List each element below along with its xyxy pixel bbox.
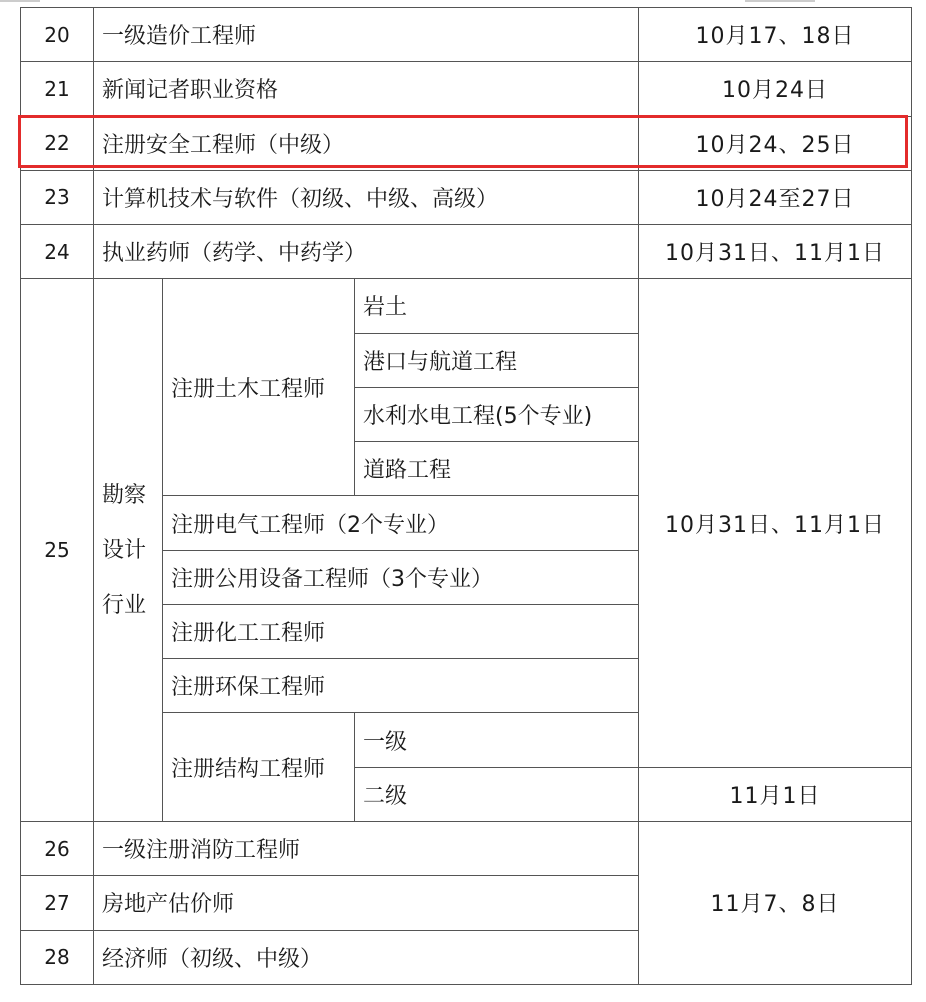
exam-date: 11月7、8日 xyxy=(639,821,912,984)
exam-name: 注册化工工程师 xyxy=(163,604,639,658)
table-row xyxy=(21,62,912,116)
exam-date: 10月31日、11月1日 xyxy=(639,279,912,767)
category-cell: 勘察 设计 行业 xyxy=(94,279,163,822)
exam-name: 注册公用设备工程师（3个专业） xyxy=(163,550,639,604)
civil-subspecialty: 港口与航道工程 xyxy=(355,333,639,387)
structural-level: 二级 xyxy=(355,767,639,821)
civil-subspecialty: 水利水电工程(5个专业) xyxy=(355,387,639,441)
exam-date: 11月1日 xyxy=(639,767,912,821)
exam-date: 10月24、25日 xyxy=(639,116,912,170)
top-edge-mark xyxy=(0,0,40,2)
structural-level: 一级 xyxy=(355,713,639,767)
exam-name: 房地产估价师 xyxy=(94,876,639,930)
exam-schedule-table xyxy=(20,7,912,985)
exam-name: 一级造价工程师 xyxy=(94,8,639,62)
row-number: 27 xyxy=(21,876,94,930)
exam-date: 10月17、18日 xyxy=(639,8,912,62)
row-number: 22 xyxy=(21,116,94,170)
row-number: 24 xyxy=(21,225,94,279)
row-number: 26 xyxy=(21,821,94,875)
exam-name: 一级注册消防工程师 xyxy=(94,821,639,875)
table-row-highlighted xyxy=(21,116,912,170)
civil-subspecialty: 道路工程 xyxy=(355,442,639,496)
row-number: 23 xyxy=(21,170,94,224)
row-number: 28 xyxy=(21,930,94,984)
exam-name: 注册电气工程师（2个专业） xyxy=(163,496,639,550)
civil-engineer-name: 注册土木工程师 xyxy=(163,279,355,496)
row-number: 25 xyxy=(21,279,94,822)
table-row xyxy=(21,225,912,279)
exam-date: 10月24至27日 xyxy=(639,170,912,224)
exam-name: 注册环保工程师 xyxy=(163,659,639,713)
exam-date: 10月24日 xyxy=(639,62,912,116)
exam-name: 注册安全工程师（中级） xyxy=(94,116,639,170)
civil-subspecialty: 岩土 xyxy=(355,279,639,333)
table-row xyxy=(21,170,912,224)
exam-name: 计算机技术与软件（初级、中级、高级） xyxy=(94,170,639,224)
exam-name: 执业药师（药学、中药学） xyxy=(94,225,639,279)
table-row xyxy=(21,821,912,875)
exam-name: 经济师（初级、中级） xyxy=(94,930,639,984)
structural-engineer-name: 注册结构工程师 xyxy=(163,713,355,822)
top-edge-mark xyxy=(745,0,815,2)
exam-name: 新闻记者职业资格 xyxy=(94,62,639,116)
exam-date: 10月31日、11月1日 xyxy=(639,225,912,279)
row-number: 21 xyxy=(21,62,94,116)
table-row xyxy=(21,8,912,62)
table-row xyxy=(21,279,912,333)
row-number: 20 xyxy=(21,8,94,62)
